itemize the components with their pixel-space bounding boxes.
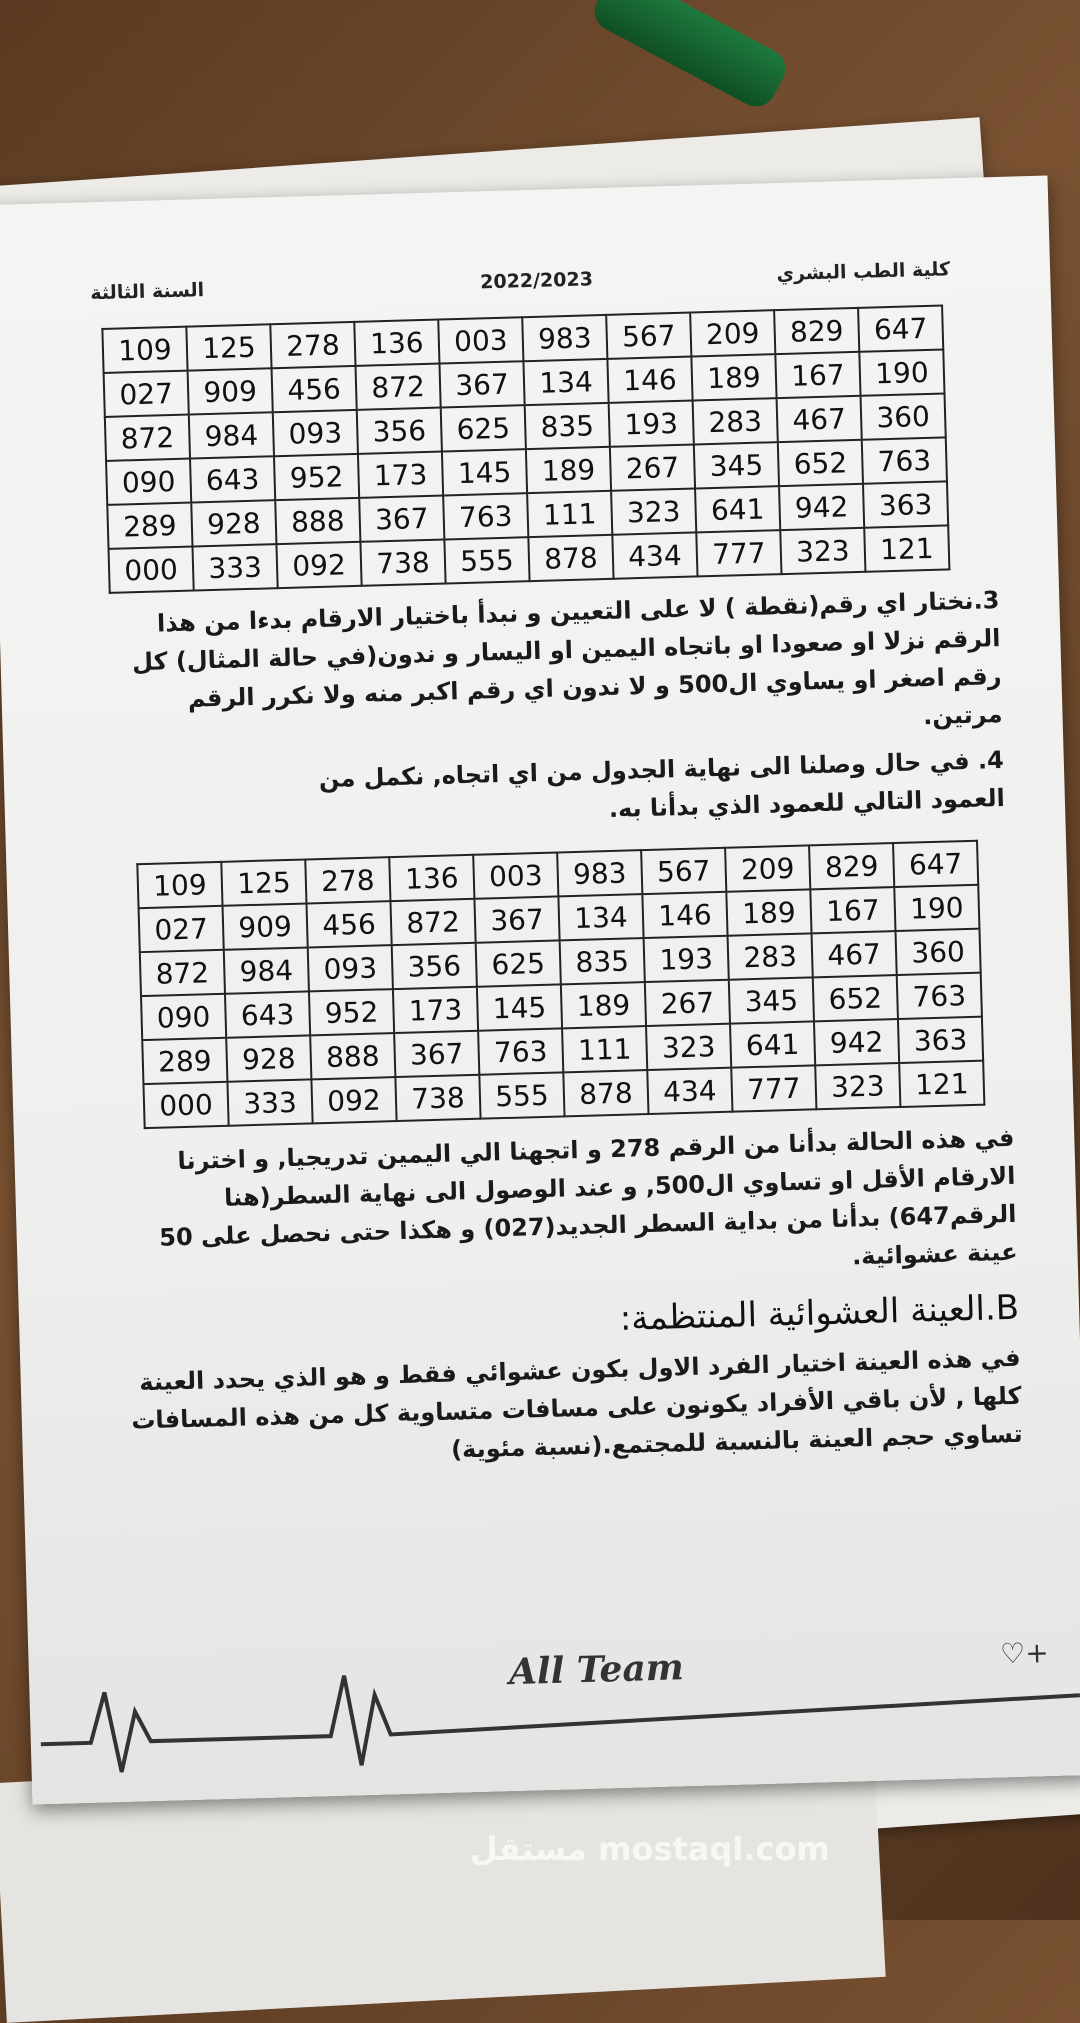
table-cell: 000 xyxy=(109,547,194,593)
table-cell: 367 xyxy=(439,361,524,407)
table-cell: 456 xyxy=(306,901,391,947)
table-cell: 763 xyxy=(443,493,528,539)
table-cell: 652 xyxy=(813,975,898,1021)
table-cell: 209 xyxy=(725,845,810,891)
table-cell: 641 xyxy=(730,1021,815,1067)
table-cell: 434 xyxy=(647,1068,732,1114)
table-cell: 189 xyxy=(726,889,811,935)
table-cell: 289 xyxy=(142,1038,227,1084)
table-cell: 189 xyxy=(561,982,646,1028)
table-cell: 093 xyxy=(308,945,393,991)
table-cell: 121 xyxy=(864,525,949,571)
table-cell: 173 xyxy=(393,987,478,1033)
table-cell: 647 xyxy=(893,841,978,887)
table-cell: 835 xyxy=(525,403,610,449)
table-cell: 267 xyxy=(645,980,730,1026)
table-cell: 467 xyxy=(812,931,897,977)
table-cell: 167 xyxy=(775,352,860,398)
page-footer xyxy=(28,1625,1080,1795)
header-academic-year: 2022/2023 xyxy=(479,268,594,294)
table-cell: 738 xyxy=(395,1075,480,1121)
footer-brand: All Team xyxy=(508,1646,685,1694)
table-cell: 738 xyxy=(360,539,445,585)
table-cell: 625 xyxy=(476,940,561,986)
table-cell: 888 xyxy=(310,1033,395,1079)
table-cell: 090 xyxy=(106,459,191,505)
table-cell: 763 xyxy=(478,1028,563,1074)
table-cell: 193 xyxy=(609,401,694,447)
table-cell: 763 xyxy=(897,973,982,1019)
table-cell: 333 xyxy=(192,544,277,590)
table-cell: 289 xyxy=(107,503,192,549)
table-cell: 909 xyxy=(188,368,273,414)
table-cell: 942 xyxy=(779,484,864,530)
random-numbers-table xyxy=(101,304,950,593)
table-cell: 003 xyxy=(438,317,523,363)
table-cell: 145 xyxy=(477,984,562,1030)
table-cell: 278 xyxy=(270,322,355,368)
table-cell: 125 xyxy=(186,324,271,370)
table-cell: 909 xyxy=(223,903,308,949)
table-cell: 367 xyxy=(359,496,444,542)
table-cell: 643 xyxy=(190,456,275,502)
table-cell: 777 xyxy=(696,530,781,576)
table-cell: 872 xyxy=(140,950,225,996)
table-cell: 092 xyxy=(311,1077,396,1123)
header-year-level: السنة الثالثة xyxy=(90,279,205,305)
table-cell: 323 xyxy=(780,528,865,574)
table-cell: 093 xyxy=(273,410,358,456)
example-explanation: في هذه الحالة بدأنا من الرقم 278 و اتجهنا الي اليمين تدريجيا, و اخترنا الارقام الأقل او تساوي ال500, و عند الوصول الى نهاية السطر(هنا الرقم647) بدأنا من بداية السطر الجديد(027) و هكذا حتى نحصل على 50 عينة عشوائية. xyxy=(158,1123,1018,1271)
table-cell: 952 xyxy=(309,989,394,1035)
table-cell: 878 xyxy=(563,1070,648,1116)
table-cell: 027 xyxy=(104,371,189,417)
table-cell: 829 xyxy=(774,308,859,354)
table-cell: 267 xyxy=(610,444,695,490)
table-cell: 363 xyxy=(863,481,948,527)
table-cell: 146 xyxy=(642,892,727,938)
table-cell: 467 xyxy=(777,396,862,442)
table-cell: 942 xyxy=(814,1019,899,1065)
example-numbers-table xyxy=(136,840,985,1129)
table-cell: 209 xyxy=(690,310,775,356)
table-cell: 952 xyxy=(274,454,359,500)
table-cell: 983 xyxy=(522,315,607,361)
table-cell: 356 xyxy=(392,943,477,989)
step-3-text: 3.نختار اي رقم(نقطة ) لا على التعيين و نبدأ باختيار الارقام بدءا من هذا الرقم نزلا او صعودا او باتجاه اليمين او اليسار و ندون(في حالة المثال) كل رقم اصغر او يساوي ال500 و لا ندون اي رقم اكبر منه ولا نكرر الرقم مرتين. xyxy=(131,586,1003,731)
table-cell: 111 xyxy=(562,1026,647,1072)
section-b-text: في هذه العينة اختيار الفرد الاول بكون عشوائي فقط و هو الذي يحدد العينة كلها , لأن باقي الأفراد يكونون على مسافات متساوية كل من هذه المسافات تساوي حجم العينة بالنسبة للمجتمع.(نسبة مئوية) xyxy=(130,1343,1023,1464)
table-cell: 984 xyxy=(189,412,274,458)
table-cell: 190 xyxy=(859,349,944,395)
table-cell: 345 xyxy=(729,977,814,1023)
watermark: مستقل mostaql.com xyxy=(470,1830,830,1868)
table-cell: 363 xyxy=(898,1017,983,1063)
table-cell: 928 xyxy=(226,1035,311,1081)
table-cell: 125 xyxy=(221,860,306,906)
table-cell: 888 xyxy=(275,498,360,544)
table-cell: 763 xyxy=(862,437,947,483)
table-cell: 872 xyxy=(356,364,441,410)
table-cell: 193 xyxy=(644,936,729,982)
table-cell: 283 xyxy=(728,933,813,979)
table-cell: 190 xyxy=(894,885,979,931)
table-cell: 360 xyxy=(895,929,980,975)
table-cell: 367 xyxy=(474,896,559,942)
page-content xyxy=(0,255,1080,1654)
table-cell: 367 xyxy=(394,1031,479,1077)
table-cell: 189 xyxy=(526,447,611,493)
table-cell: 323 xyxy=(611,488,696,534)
table-cell: 835 xyxy=(560,938,645,984)
table-cell: 136 xyxy=(389,855,474,901)
table-cell: 173 xyxy=(358,452,443,498)
green-pen xyxy=(588,0,793,113)
table-cell: 878 xyxy=(528,535,613,581)
table-cell: 928 xyxy=(191,500,276,546)
table-cell: 625 xyxy=(441,405,526,451)
table-cell: 109 xyxy=(137,862,222,908)
table-cell: 333 xyxy=(227,1079,312,1125)
table-cell: 984 xyxy=(224,947,309,993)
table-cell: 872 xyxy=(390,899,475,945)
table-cell: 109 xyxy=(102,327,187,373)
table-cell: 647 xyxy=(858,306,943,352)
table-cell: 983 xyxy=(557,850,642,896)
table-cell: 652 xyxy=(778,440,863,486)
table-cell: 345 xyxy=(694,442,779,488)
table-cell: 434 xyxy=(612,532,697,578)
table-cell: 136 xyxy=(354,320,439,366)
table-cell: 027 xyxy=(139,906,224,952)
step-4-text: 4. في حال وصلنا الى نهاية الجدول من اي اتجاه, نكمل من العمود التالي للعمود الذي بدأنا به. xyxy=(318,745,1006,824)
table-cell: 777 xyxy=(731,1065,816,1111)
table-cell: 146 xyxy=(607,357,692,403)
table-cell: 360 xyxy=(861,393,946,439)
table-cell: 134 xyxy=(523,359,608,405)
heart-plus-icon: ♡+ xyxy=(999,1636,1050,1671)
table-cell: 111 xyxy=(527,491,612,537)
table-cell: 323 xyxy=(815,1063,900,1109)
table-cell: 643 xyxy=(225,991,310,1037)
table-cell: 121 xyxy=(899,1061,984,1107)
table-cell: 134 xyxy=(558,894,643,940)
table-cell: 145 xyxy=(442,449,527,495)
table-cell: 278 xyxy=(305,857,390,903)
table-cell: 567 xyxy=(606,313,691,359)
table-cell: 189 xyxy=(691,354,776,400)
table-cell: 092 xyxy=(276,542,361,588)
table-cell: 567 xyxy=(641,848,726,894)
table-cell: 000 xyxy=(143,1082,228,1128)
header-faculty: كلية الطب البشري xyxy=(776,258,951,286)
table-cell: 456 xyxy=(272,366,357,412)
table-cell: 829 xyxy=(809,843,894,889)
section-b-heading: B.العينة العشوائية المنتظمة: xyxy=(619,1287,1020,1339)
table-cell: 167 xyxy=(810,887,895,933)
table-cell: 003 xyxy=(473,852,558,898)
table-cell: 555 xyxy=(444,537,529,583)
document-page xyxy=(0,176,1080,1805)
table-cell: 872 xyxy=(105,415,190,461)
table-cell: 323 xyxy=(646,1024,731,1070)
table-cell: 090 xyxy=(141,994,226,1040)
table-cell: 283 xyxy=(693,398,778,444)
page-header xyxy=(90,258,951,314)
table-cell: 356 xyxy=(357,408,442,454)
table-cell: 641 xyxy=(695,486,780,532)
table-cell: 555 xyxy=(479,1072,564,1118)
